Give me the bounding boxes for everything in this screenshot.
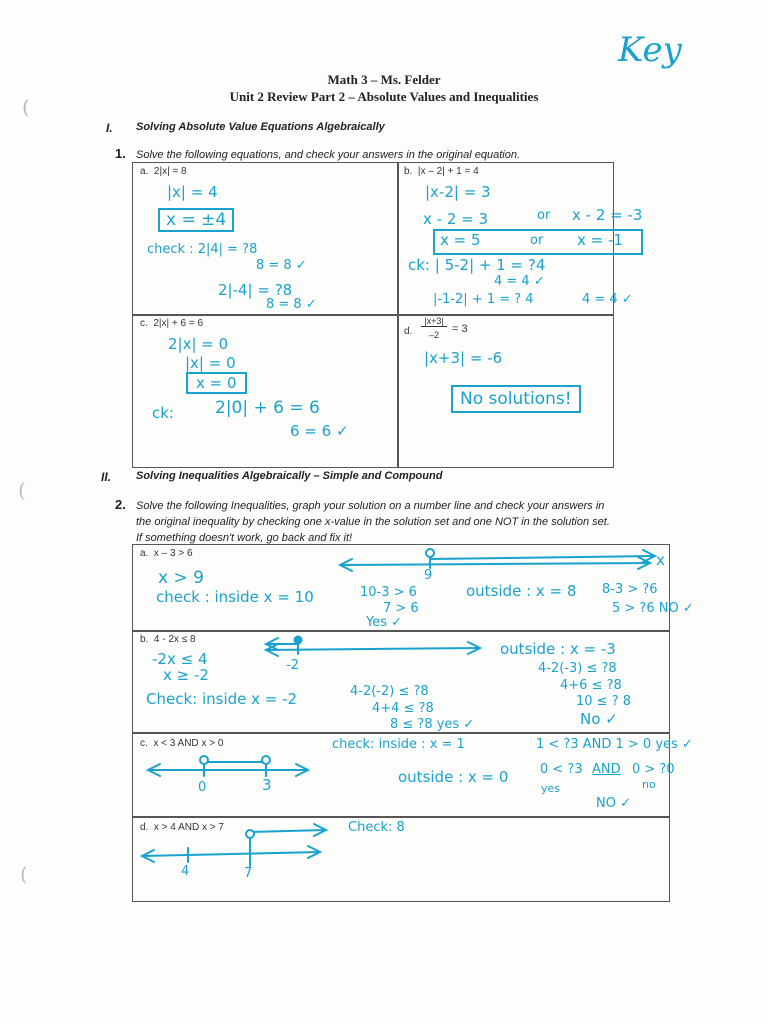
work-1b-check2-result: 4 = 4 ✓: [582, 292, 633, 307]
answer-box-1c: x = 0: [186, 372, 247, 394]
work-2b-check-inside: Check: inside x = -2: [146, 690, 298, 708]
work-1b-case1: x - 2 = 3: [423, 210, 489, 228]
work-2b-line1: -2x ≤ 4: [152, 650, 208, 668]
work-2b-outside-result: No ✓: [580, 710, 618, 728]
work-2a-outside-calc: 8-3 > ?6: [602, 582, 658, 597]
work-1b-check2: |-1-2| + 1 = ? 4: [433, 292, 534, 307]
problem-2a: a. x – 3 > 6: [140, 548, 193, 559]
work-2b-outside: outside : x = -3: [500, 640, 616, 658]
question-1-number: 1.: [115, 146, 126, 161]
work-2c-outside-yes: yes: [541, 782, 561, 795]
work-1c-ck: ck:: [152, 404, 174, 422]
work-2c-outside-result: NO ✓: [596, 796, 631, 811]
page-title: Math 3 – Ms. Felder: [327, 72, 441, 87]
work-1b-check1-result: 4 = 4 ✓: [494, 274, 545, 289]
work-2c-outside-and: AND: [592, 762, 621, 777]
number-line-2b-label: -2: [286, 658, 299, 673]
work-1a-check2-result: 8 = 8 ✓: [266, 297, 317, 312]
answer-box-1d: No solutions!: [451, 385, 581, 413]
number-line-2d-label-4: 4: [181, 864, 190, 879]
work-2c-check-inside: check: inside : x = 1: [332, 737, 465, 752]
section-1-numeral: I.: [106, 121, 113, 135]
work-1c-check-result: 6 = 6 ✓: [290, 422, 349, 440]
binder-hole-mark: (: [22, 95, 30, 119]
work-2c-outside: outside : x = 0: [398, 768, 509, 786]
work-1a-check1-result: 8 = 8 ✓: [256, 258, 307, 273]
answer-1b-x5: x = 5: [440, 231, 481, 249]
work-1b-case2: x - 2 = -3: [572, 206, 643, 224]
number-line-2d-label-7: 7: [244, 866, 253, 881]
problem-2d: d. x > 4 AND x > 7: [140, 822, 224, 833]
number-line-2b: [266, 637, 480, 657]
answer-1b-or: or: [530, 233, 544, 248]
problem-1d-denominator: –2: [428, 330, 439, 340]
problem-1d-rhs: = 3: [452, 323, 468, 335]
work-2a-inside-result: 7 > 6: [383, 601, 419, 616]
work-1b-check1: ck: | 5-2| + 1 = ?4: [408, 256, 546, 274]
work-2b-solution: x ≥ -2: [163, 666, 209, 684]
work-2c-inside-calc: 1 < ?3 AND 1 > 0 yes ✓: [536, 737, 693, 752]
number-line-2a-label-x: x: [656, 551, 665, 569]
binder-hole-mark: (: [20, 862, 28, 886]
work-2b-inside-calc1: 4-2(-2) ≤ ?8: [350, 684, 429, 699]
work-1b-line1: |x-2| = 3: [425, 183, 491, 201]
work-1c-line1: 2|x| = 0: [168, 335, 229, 353]
question-2-number: 2.: [115, 497, 126, 512]
problem-1d-numerator: |x+3|: [421, 316, 447, 327]
work-1a-check2: 2|-4| = ?8: [218, 281, 293, 299]
work-2a-outside-result: 5 > ?6 NO ✓: [612, 601, 694, 616]
number-line-2a-label-9: 9: [424, 568, 433, 583]
work-2a-inside-calc: 10-3 > 6: [360, 585, 417, 600]
number-line-2c-label-0: 0: [198, 780, 207, 795]
work-2b-outside-calc2: 4+6 ≤ ?8: [560, 678, 622, 693]
section-1-heading: Solving Absolute Value Equations Algebraically: [136, 121, 385, 133]
problem-1c: c. 2|x| + 6 = 6: [140, 318, 204, 329]
question-2-instruction-2: the original inequality by checking one x-value in the solution set and one NOT in the solution set.: [136, 516, 610, 528]
work-2c-outside-calc2: 0 > ?0: [632, 762, 675, 777]
work-2c-outside-no: no: [642, 778, 656, 791]
work-2b-inside-calc2: 4+4 ≤ ?8: [372, 701, 434, 716]
number-line-2a: [340, 549, 655, 571]
work-2a-check-inside: check : inside x = 10: [156, 588, 314, 606]
work-2b-inside-result: 8 ≤ ?8 yes ✓: [390, 717, 475, 732]
work-2c-outside-calc1: 0 < ?3: [540, 762, 583, 777]
work-2d-check: Check: 8: [348, 820, 405, 835]
work-1c-check: 2|0| + 6 = 6: [215, 398, 320, 418]
work-2b-outside-calc1: 4-2(-3) ≤ ?8: [538, 661, 617, 676]
answer-key-label: Key: [618, 30, 682, 70]
problem-1a: a. 2|x| = 8: [140, 166, 187, 177]
section-2-heading: Solving Inequalities Algebraically – Simple and Compound: [136, 470, 443, 482]
question-2-instruction-3: If something doesn't work, go back and fix it!: [136, 532, 353, 544]
number-line-2c: [148, 756, 308, 776]
work-2b-outside-calc3: 10 ≤ ? 8: [576, 694, 632, 709]
problem-2b: b. 4 - 2x ≤ 8: [140, 634, 196, 645]
problem-1d-label: d.: [404, 326, 413, 337]
work-1a-line1: |x| = 4: [167, 183, 218, 201]
problem-1b: b. |x – 2| + 1 = 4: [404, 166, 479, 177]
answer-1b-xneg1: x = -1: [577, 231, 623, 249]
work-2a-inside-yes: Yes ✓: [366, 615, 403, 630]
work-1b-or: or: [537, 208, 551, 223]
question-2-instruction-1: Solve the following Inequalities, graph your solution on a number line and check your answers in: [136, 500, 605, 512]
work-2a-outside: outside : x = 8: [466, 582, 577, 600]
question-1-instruction: Solve the following equations, and check your answers in the original equation.: [136, 149, 521, 161]
work-2a-solution: x > 9: [158, 568, 204, 588]
work-1a-check1: check : 2|4| = ?8: [147, 242, 258, 257]
work-1d-line1: |x+3| = -6: [424, 349, 503, 367]
binder-hole-mark: (: [18, 478, 26, 502]
section-2-numeral: II.: [101, 470, 112, 484]
answer-box-1a: x = ±4: [158, 208, 234, 232]
number-line-2c-label-3: 3: [262, 776, 272, 794]
work-1c-line2: |x| = 0: [185, 354, 236, 372]
problem-2c: c. x < 3 AND x > 0: [140, 738, 224, 749]
page-subtitle: Unit 2 Review Part 2 – Absolute Values and Inequalities: [229, 89, 539, 104]
